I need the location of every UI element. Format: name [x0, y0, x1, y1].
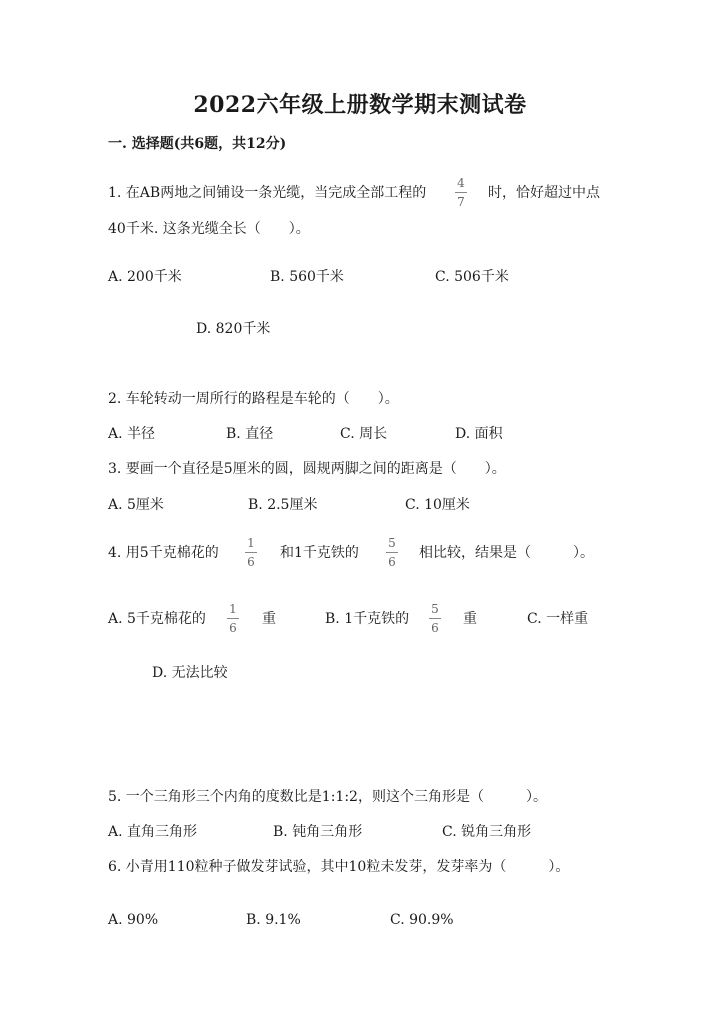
q1-frac-numerator: 4	[457, 176, 465, 190]
q4-option-a-fraction	[227, 602, 239, 635]
q4-frac2-denominator: 6	[388, 555, 396, 569]
q2-option-c[interactable]: C. 周长	[340, 426, 388, 442]
q4-option-c[interactable]: C. 一样重	[527, 611, 589, 627]
q4-opta-numerator: 1	[229, 602, 237, 616]
q4-option-b-end[interactable]: 重	[463, 611, 477, 627]
q4-option-a-text[interactable]: A. 5千克棉花的	[108, 611, 206, 627]
fraction-bar	[429, 618, 441, 619]
q2-option-a[interactable]: A. 半径	[108, 426, 156, 442]
q5-option-a[interactable]: A. 直角三角形	[108, 824, 198, 840]
q1-stem-part2: 时，恰好超过中点	[488, 185, 600, 201]
q4-option-d[interactable]: D. 无法比较	[152, 665, 228, 681]
fraction-bar	[386, 552, 398, 553]
q3-option-c[interactable]: C. 10厘米	[405, 497, 470, 513]
q4-optb-denominator: 6	[431, 621, 439, 635]
fraction-bar	[245, 552, 257, 553]
q5-option-b[interactable]: B. 钝角三角形	[273, 824, 363, 840]
q4-stem-part1: 4. 用5千克棉花的	[108, 545, 219, 561]
q6-stem: 6. 小青用110粒种子做发芽试验，其中10粒未发芽，发芽率为（ ）。	[108, 859, 570, 875]
q4-option-b-fraction	[429, 602, 441, 635]
q6-option-b[interactable]: B. 9.1%	[246, 912, 301, 928]
q4-stem-part3: 相比较，结果是（ ）。	[419, 545, 594, 561]
q1-stem-line2: 40千米. 这条光缆全长（ ）。	[108, 221, 310, 237]
q3-stem: 3. 要画一个直径是5厘米的圆，圆规两脚之间的距离是（ ）。	[108, 461, 506, 477]
q4-frac1-denominator: 6	[247, 555, 255, 569]
q1-fraction	[455, 176, 467, 209]
q6-option-a[interactable]: A. 90%	[108, 912, 159, 928]
q1-option-b[interactable]: B. 560千米	[270, 269, 344, 285]
q4-fraction-2	[386, 536, 398, 569]
section-heading: 一. 选择题(共6题，共12分)	[108, 136, 287, 152]
q4-option-b-text[interactable]: B. 1千克铁的	[325, 611, 410, 627]
q3-option-b[interactable]: B. 2.5厘米	[248, 497, 318, 513]
fraction-bar	[455, 192, 467, 193]
q5-stem: 5. 一个三角形三个内角的度数比是1:1:2，则这个三角形是（ ）。	[108, 789, 547, 805]
q1-option-a[interactable]: A. 200千米	[108, 269, 182, 285]
q2-option-b[interactable]: B. 直径	[226, 426, 274, 442]
q3-option-a[interactable]: A. 5厘米	[108, 497, 164, 513]
q4-fraction-1	[245, 536, 257, 569]
q1-frac-denominator: 7	[457, 195, 465, 209]
q4-option-a-end[interactable]: 重	[262, 611, 276, 627]
q4-opta-denominator: 6	[229, 621, 237, 635]
page-title: 2022六年级上册数学期末测试卷	[193, 92, 527, 118]
q4-frac2-numerator: 5	[388, 536, 396, 550]
q2-option-d[interactable]: D. 面积	[455, 426, 503, 442]
q6-option-c[interactable]: C. 90.9%	[390, 912, 454, 928]
q4-optb-numerator: 5	[431, 602, 439, 616]
q5-option-c[interactable]: C. 锐角三角形	[442, 824, 532, 840]
q4-stem-part2: 和1千克铁的	[280, 545, 359, 561]
fraction-bar	[227, 618, 239, 619]
q2-stem: 2. 车轮转动一周所行的路程是车轮的（ ）。	[108, 391, 399, 407]
q1-option-c[interactable]: C. 506千米	[435, 269, 509, 285]
q4-frac1-numerator: 1	[247, 536, 255, 550]
q1-option-d[interactable]: D. 820千米	[196, 321, 271, 337]
q1-stem-part1: 1. 在AB两地之间铺设一条光缆，当完成全部工程的	[108, 185, 427, 201]
